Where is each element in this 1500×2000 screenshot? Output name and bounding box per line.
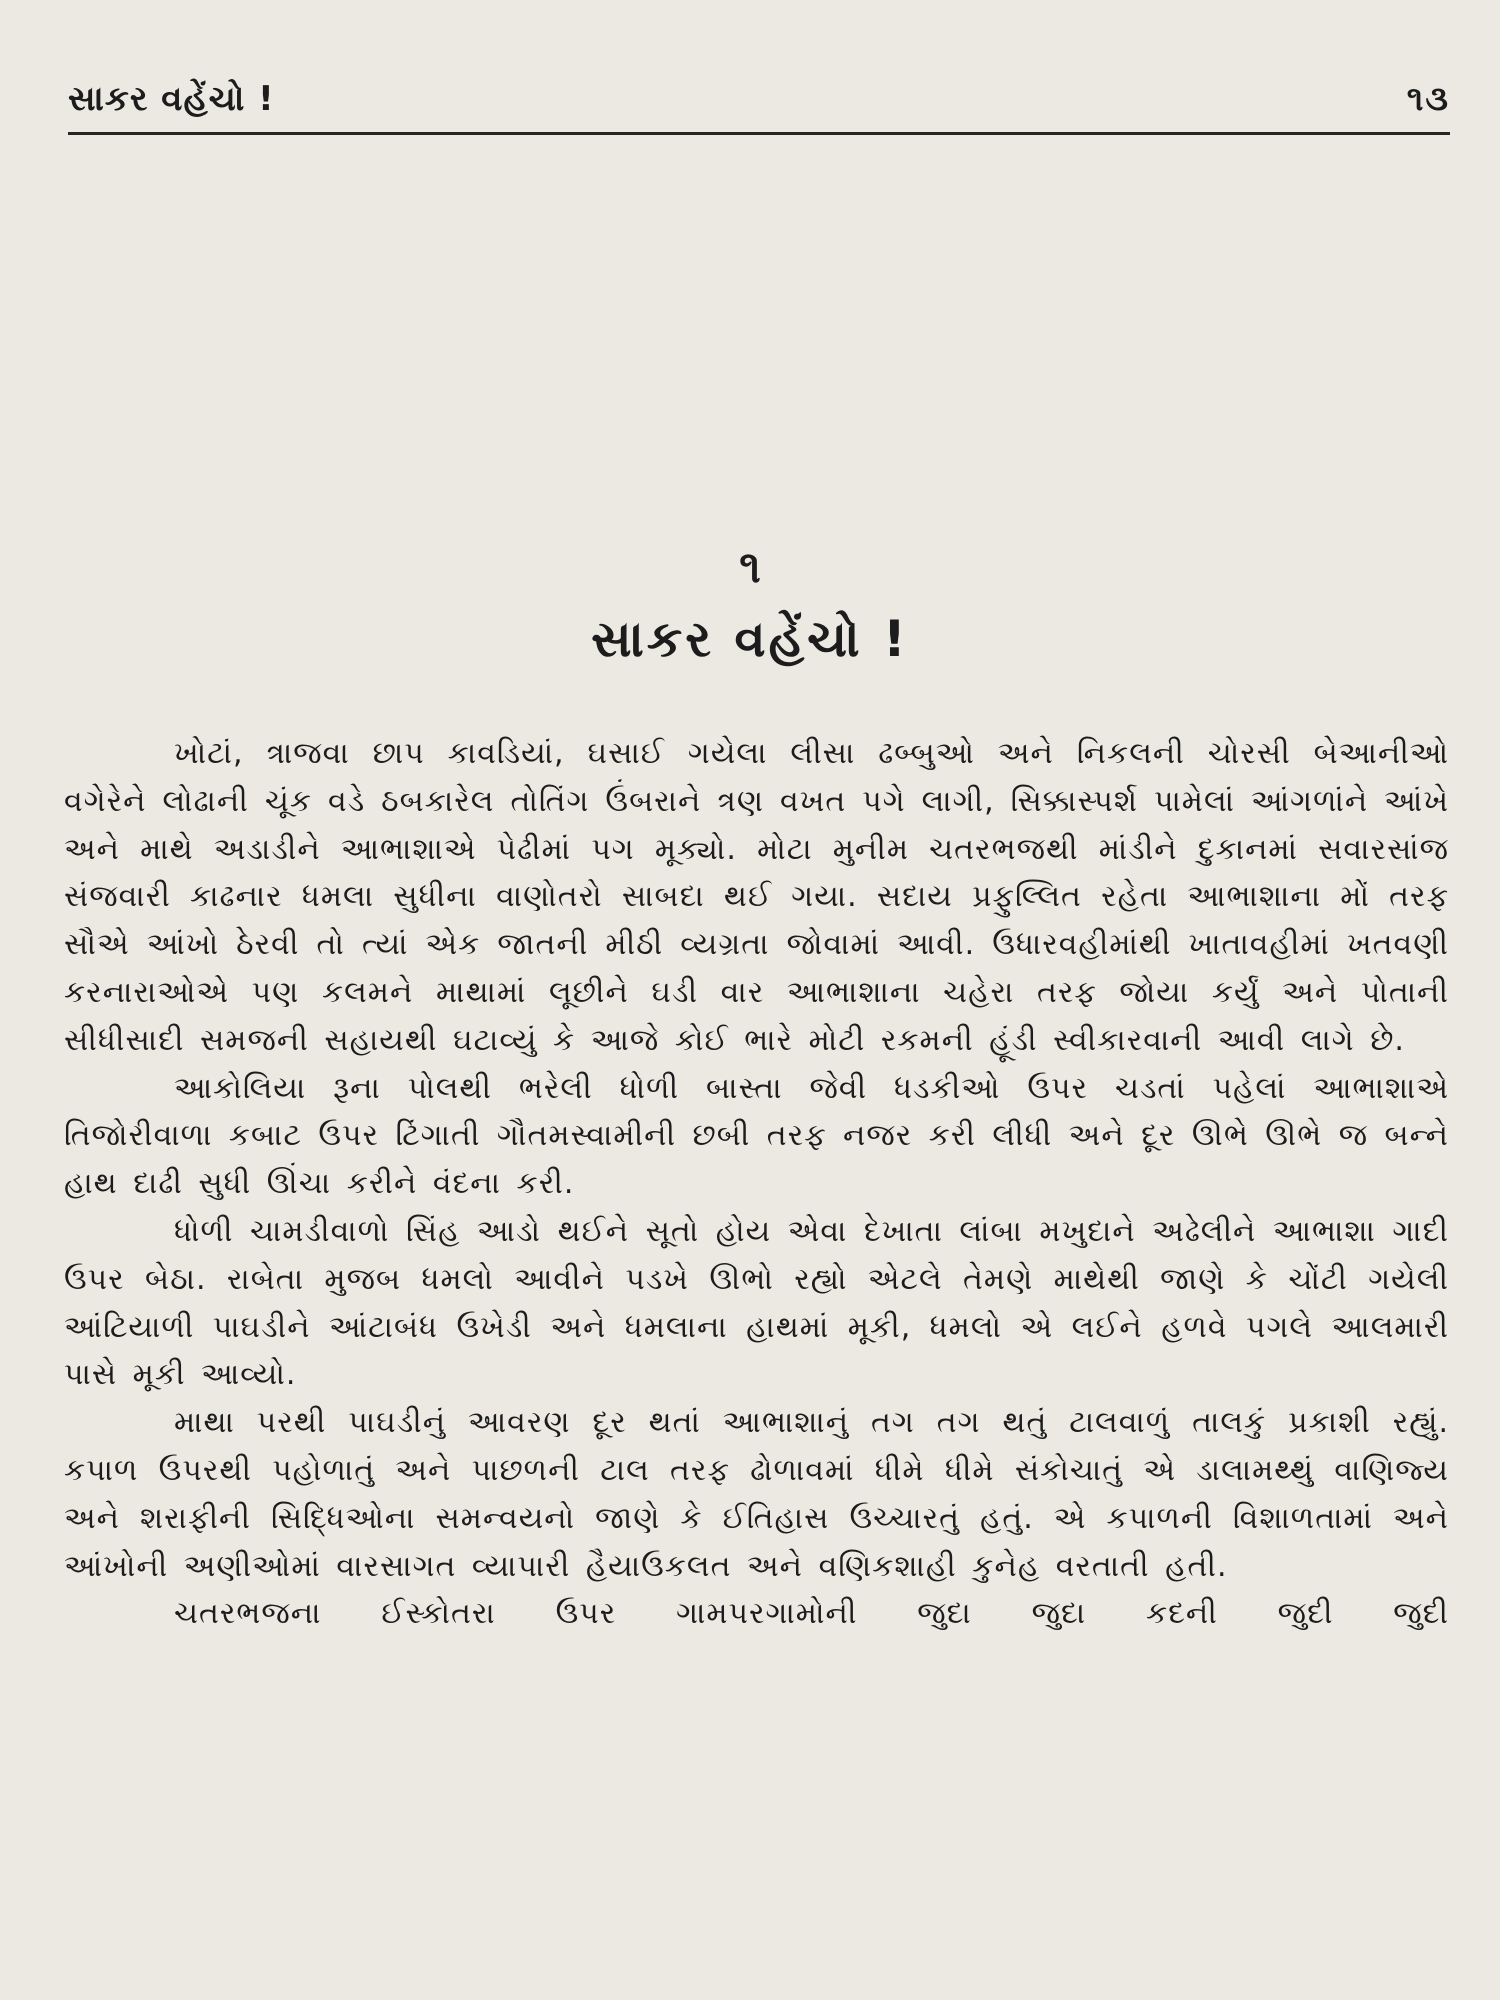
header-rule <box>68 132 1450 135</box>
paragraph: ધોળી ચામડીવાળો સિંહ આડો થઈને સૂતો હોય એવા દેખાતા લાંબા મખુદાને અઢેલીને આભાશા ગાદી ઉપર બેઠા. રાબેતા મુજબ ધમલો આવીને પડખે ઊભો રહ્યો એટલે તેમણે માથેથી જાણે કે ચોંટી ગયેલી આંટિયાળી પાઘડીને આંટાબંધ ઉખેડી અને ધમલાના હાથમાં મૂકી, ધમલો એ લઈને હળવે પગલે આલમારી પાસે મૂકી આવ્યો. <box>64 1213 1449 1393</box>
paragraph: ખોટાં, ત્રાજવા છાપ કાવડિયાં, ઘસાઈ ગયેલા લીસા ઢબ્બુઓ અને નિકલની ચોરસી બેઆનીઓ વગેરેને લોઢાની ચૂંક વડે ઠબકારેલ તોતિંગ ઉંબરાને ત્રણ વખત પગે લાગી, સિક્કાસ્પર્શ પામેલાં આંગળાંને આંખે અને માથે અડાડીને આભાશાએ પેઢીમાં પગ મૂક્યો. મોટા મુનીમ ચતરભજથી માંડીને દુકાનમાં સવારસાંજ સંજવારી કાઢનાર ધમલા સુધીના વાણોતરો સાબદા થઈ ગયા. સદાય પ્રફુલ્લિત રહેતા આભાશાના મોં તરફ સૌએ આંખો ઠેરવી તો ત્યાં એક જાતની મીઠી વ્યગ્રતા જોવામાં આવી. ઉધારવહીમાંથી ખાતાવહીમાં ખતવણી કરનારાઓએ પણ કલમને માથામાં લૂછીને ઘડી વાર આભાશાના ચહેરા તરફ જોયા કર્યું અને પોતાની સીધીસાદી સમજની સહાયથી ઘટાવ્યું કે આજે કોઈ ભારે મોટી રકમની હૂંડી સ્વીકારવાની આવી લાગે છે. <box>64 736 1449 1058</box>
running-title: સાકર વહેંચો ! <box>68 79 275 119</box>
chapter-number: ૧ <box>739 542 761 593</box>
paragraph: આકોલિયા રૂના પોલથી ભરેલી ધોળી બાસ્તા જેવી ધડકીઓ ઉપર ચડતાં પહેલાં આભાશાએ તિજોરીવાળા કબાટ ઉપર ટિંગાતી ગૌતમસ્વામીની છબી તરફ નજર કરી લીધી અને દૂર ઊભે ઊભે જ બન્ને હાથ દાઢી સુધી ઊંચા કરીને વંદના કરી. <box>64 1070 1449 1202</box>
chapter-title: સાકર વહેંચો ! <box>591 610 909 668</box>
running-header <box>68 72 1450 126</box>
body-text <box>64 730 1449 1638</box>
paragraph: ચતરભજના ઈસ્કોતરા ઉપર ગામપરગામોની જુદા જુદા કદની જુદી જુદી <box>174 1596 1449 1632</box>
paragraph: માથા પરથી પાઘડીનું આવરણ દૂર થતાં આભાશાનું તગ તગ થતું ટાલવાળું તાલકું પ્રકાશી રહ્યું. કપાળ ઉપરથી પહોળાતું અને પાછળની ટાલ તરફ ઢોળાવમાં ધીમે ધીમે સંકોચાતું એ ડાલામથ્થું વાણિજ્ય અને શરાફીની સિદ્ધિઓના સમન્વયનો જાણે કે ઈતિહાસ ઉચ્ચારતું હતું. એ કપાળની વિશાળતામાં અને આંખોની અણીઓમાં વારસાગત વ્યાપારી હૈયાઉકલત અને વણિકશાહી કુનેહ વરતાતી હતી. <box>64 1405 1449 1584</box>
page-number: ૧૩ <box>1406 79 1450 119</box>
